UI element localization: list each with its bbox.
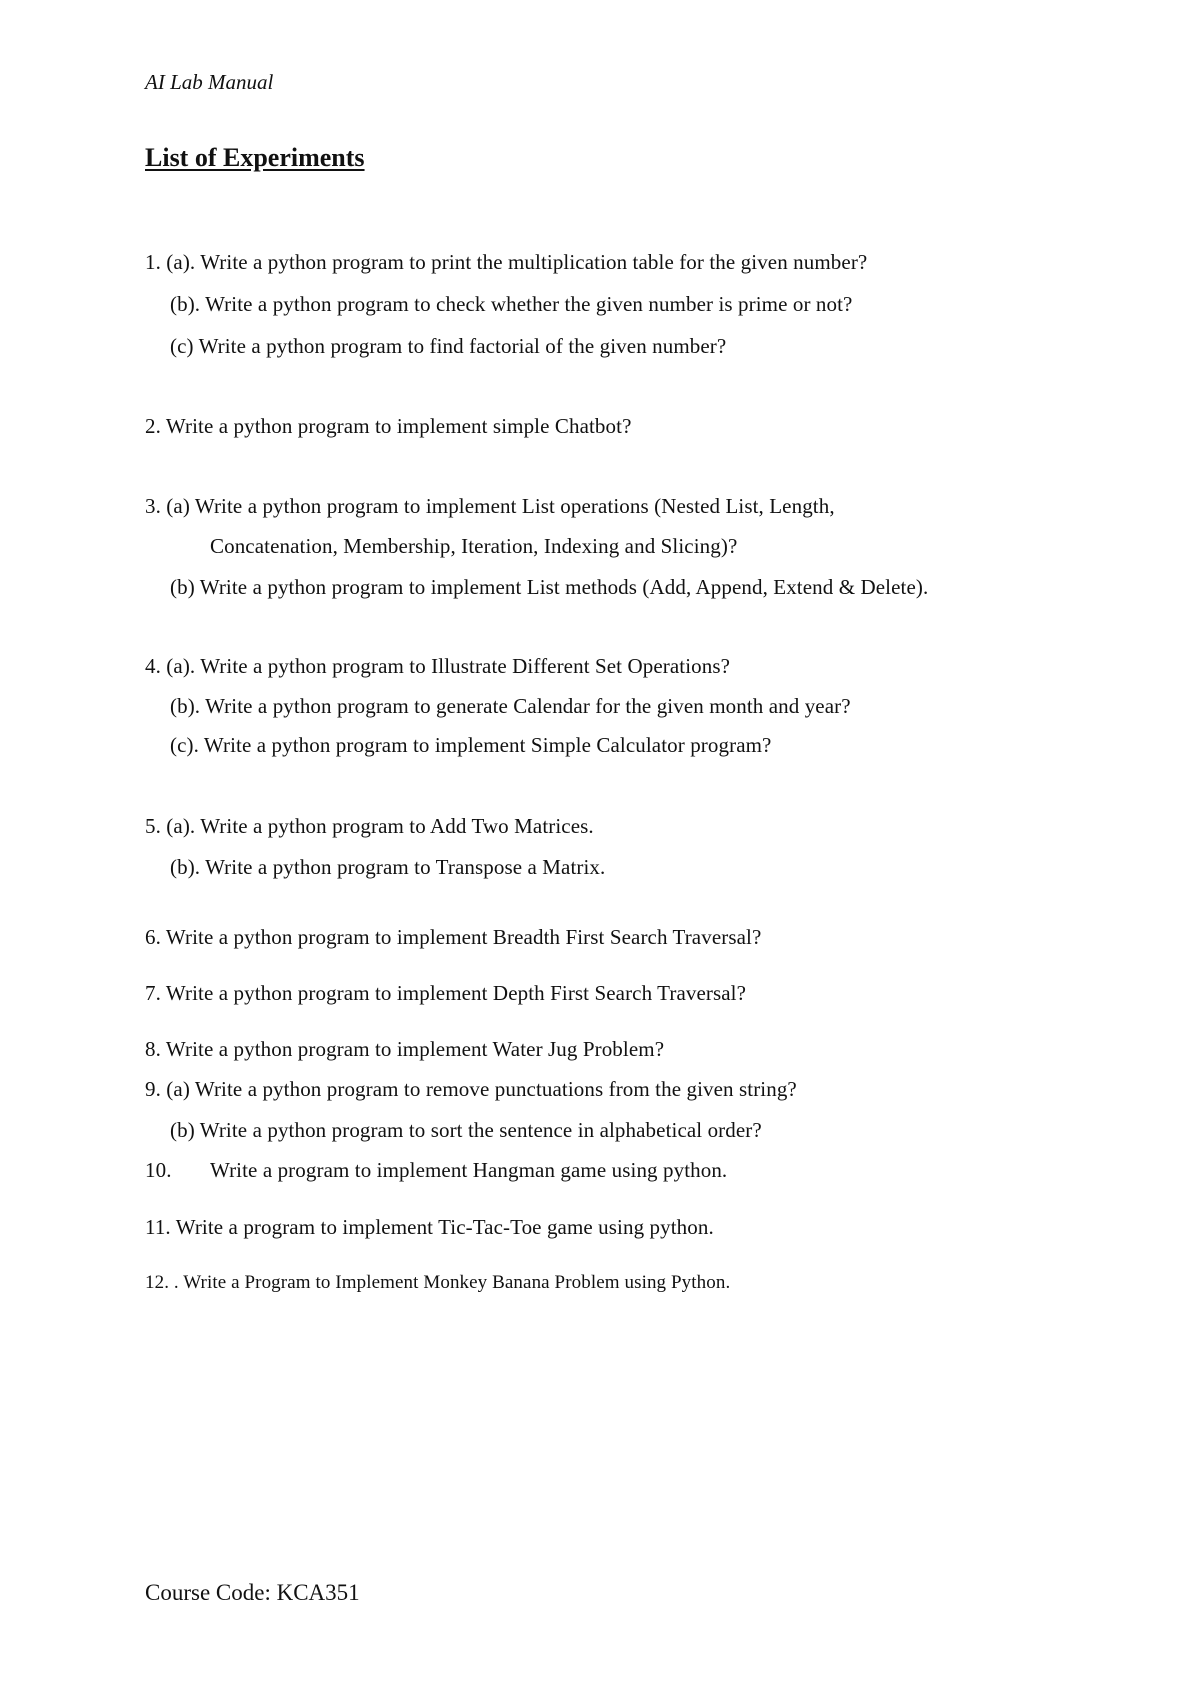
experiment-1b: (b). Write a python program to check whether the given number is prime or not? [170, 292, 853, 316]
experiment-4b: (b). Write a python program to generate Calendar for the given month and year? [170, 694, 851, 718]
experiment-1c: (c) Write a python program to find factorial of the given number? [170, 334, 727, 358]
page-title: List of Experiments [145, 143, 365, 172]
experiment-12: 12. . Write a Program to Implement Monkey Banana Problem using Python. [145, 1272, 731, 1293]
experiment-11: 11. Write a program to implement Tic-Tac-Toe game using python. [145, 1215, 714, 1239]
experiment-7: 7. Write a python program to implement Depth First Search Traversal? [145, 981, 747, 1005]
experiment-10: Write a program to implement Hangman game using python. [210, 1158, 728, 1182]
experiment-5b: (b). Write a python program to Transpose a Matrix. [170, 855, 606, 879]
experiment-5a: 5. (a). Write a python program to Add Two Matrices. [145, 814, 594, 838]
running-header: AI Lab Manual [145, 70, 274, 94]
experiment-4c: (c). Write a python program to implement Simple Calculator program? [170, 733, 772, 757]
experiment-3a-line1: 3. (a) Write a python program to implement List operations (Nested List, Length, [145, 494, 835, 518]
experiment-8: 8. Write a python program to implement Water Jug Problem? [145, 1037, 665, 1061]
experiment-9a: 9. (a) Write a python program to remove punctuations from the given string? [145, 1077, 797, 1101]
course-code-footer: Course Code: KCA351 [145, 1580, 360, 1605]
experiment-3b: (b) Write a python program to implement List methods (Add, Append, Extend & Delete). [170, 575, 929, 599]
experiment-9b: (b) Write a python program to sort the sentence in alphabetical order? [170, 1118, 762, 1142]
experiment-10-number: 10. [145, 1158, 172, 1182]
experiment-2: 2. Write a python program to implement simple Chatbot? [145, 414, 632, 438]
experiment-4a: 4. (a). Write a python program to Illustrate Different Set Operations? [145, 654, 731, 678]
experiment-3a-line2: Concatenation, Membership, Iteration, Indexing and Slicing)? [210, 534, 738, 558]
experiment-1a: 1. (a). Write a python program to print the multiplication table for the given number? [145, 250, 868, 274]
experiment-6: 6. Write a python program to implement Breadth First Search Traversal? [145, 925, 762, 949]
